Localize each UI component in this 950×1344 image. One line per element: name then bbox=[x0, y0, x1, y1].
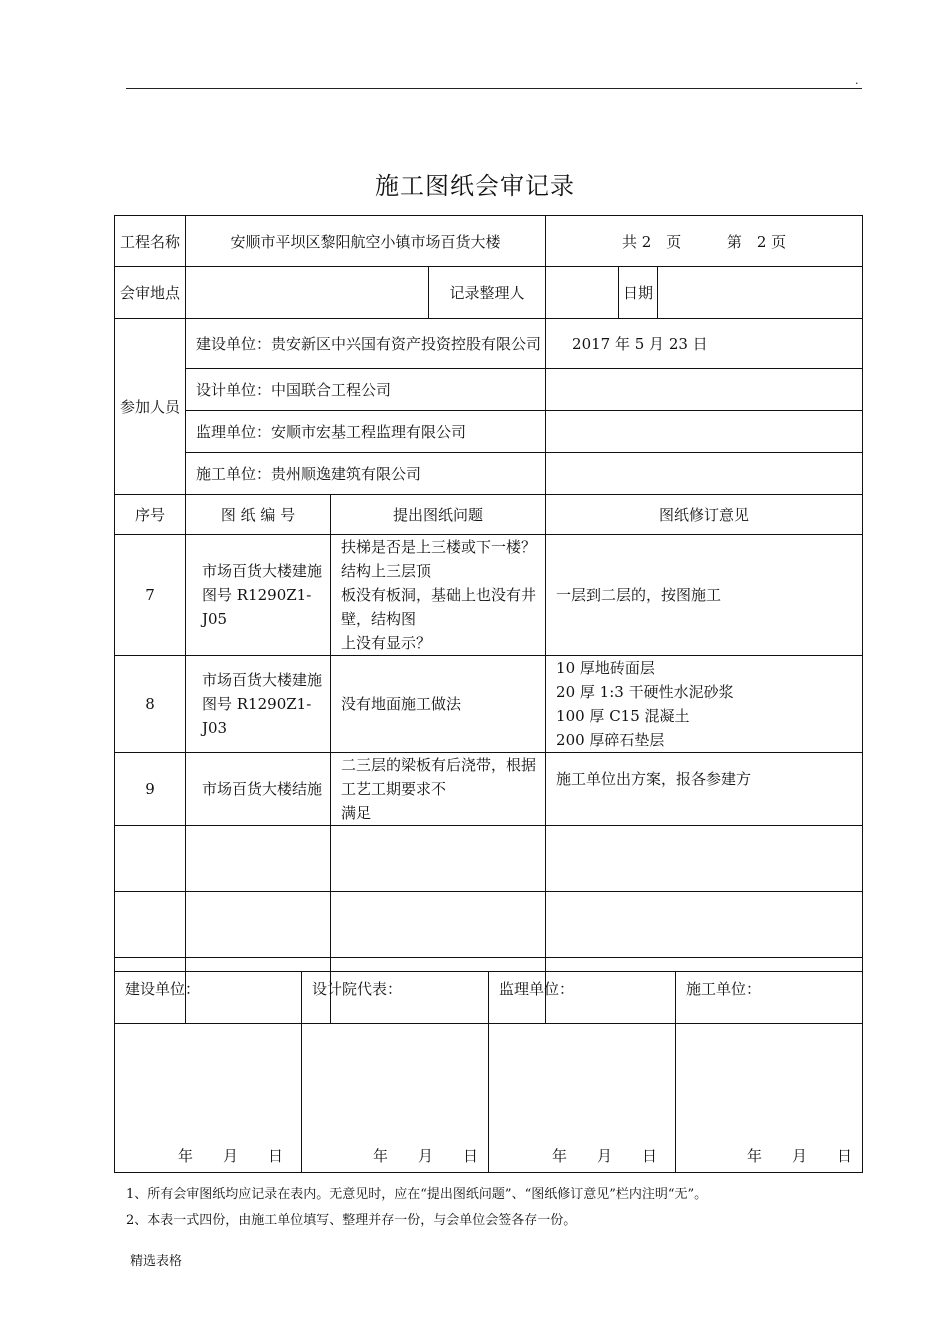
drawing-line: 图号 R1290Z1-J05 bbox=[202, 586, 312, 628]
recorder-value[interactable] bbox=[546, 267, 619, 319]
note-line: 1、所有会审图纸均应记录在表内。无意见时，应在“提出图纸问题”、“图纸修订意见”栏内注明“无”。 bbox=[126, 1187, 708, 1202]
row-drawing bbox=[186, 535, 331, 656]
document-title: 施工图纸会审记录 bbox=[375, 172, 575, 200]
row-seq: 7 bbox=[115, 535, 186, 656]
revision-line: 20 厚 1:3 干硬性水泥砂浆 bbox=[556, 683, 734, 701]
signature-contractor[interactable] bbox=[676, 972, 863, 1173]
participant-owner: 建设单位：贵安新区中兴国有资产投资控股有限公司 bbox=[186, 319, 546, 369]
table-row bbox=[115, 656, 863, 753]
location-value[interactable] bbox=[186, 267, 429, 319]
note-line: 2、本表一式四份，由施工单位填写、整理并存一份，与会单位会签各存一份。 bbox=[126, 1213, 577, 1228]
signature-supervisor[interactable] bbox=[489, 972, 676, 1173]
revision-line: 一层到二层的，按图施工 bbox=[556, 586, 722, 604]
row-revision bbox=[546, 753, 863, 826]
participant-contractor: 施工单位：贵州顺逸建筑有限公司 bbox=[186, 453, 546, 495]
row-issue bbox=[331, 535, 546, 656]
row-revision bbox=[546, 656, 863, 753]
drawing-line: 市场百货大楼建施 bbox=[202, 562, 323, 580]
revision-line: 施工单位出方案，报各参建方 bbox=[556, 770, 752, 788]
header-mark: . bbox=[855, 74, 859, 87]
issue-line: 上没有显示？ bbox=[341, 634, 432, 652]
date-value[interactable] bbox=[658, 267, 863, 319]
column-revision: 图纸修订意见 bbox=[546, 495, 863, 535]
row-drawing bbox=[186, 656, 331, 753]
row-drawing bbox=[186, 753, 331, 826]
participant-supervisor: 监理单位：安顺市宏基工程监理有限公司 bbox=[186, 411, 546, 453]
column-drawing: 图 纸 编 号 bbox=[186, 495, 331, 535]
location-label: 会审地点 bbox=[115, 267, 186, 319]
header-rule bbox=[126, 88, 862, 89]
row-issue bbox=[331, 656, 546, 753]
signature-table bbox=[114, 971, 863, 1173]
issue-line: 满足 bbox=[341, 804, 372, 822]
signature-label: 建设单位： bbox=[125, 980, 201, 998]
participant-contractor-side bbox=[546, 453, 863, 495]
signature-date: 年 月 日 bbox=[372, 1147, 478, 1165]
project-name: 安顺市平坝区黎阳航空小镇市场百货大楼 bbox=[186, 216, 546, 267]
revision-line: 10 厚地砖面层 bbox=[556, 659, 655, 677]
row-revision bbox=[546, 535, 863, 656]
drawing-line: 图号 R1290Z1-J03 bbox=[202, 695, 312, 737]
notes bbox=[126, 1182, 707, 1234]
page-count-cell bbox=[546, 216, 863, 267]
signature-date: 年 月 日 bbox=[746, 1147, 852, 1165]
project-label: 工程名称 bbox=[115, 216, 186, 267]
participant-date: 2017 年 5 月 23 日 bbox=[546, 319, 863, 369]
signature-label: 监理单位： bbox=[499, 980, 575, 998]
drawing-line: 市场百货大楼建施 bbox=[202, 671, 323, 689]
row-issue bbox=[331, 753, 546, 826]
signature-designer[interactable] bbox=[302, 972, 489, 1173]
recorder-cell bbox=[429, 267, 546, 319]
table-row-empty bbox=[115, 892, 863, 958]
issue-line: 没有地面施工做法 bbox=[341, 695, 462, 713]
revision-line: 100 厚 C15 混凝土 bbox=[556, 707, 690, 725]
column-seq: 序号 bbox=[115, 495, 186, 535]
pages-total: 共 2 页 bbox=[621, 232, 682, 251]
row-seq: 9 bbox=[115, 753, 186, 826]
participant-designer: 设计单位：中国联合工程公司 bbox=[186, 369, 546, 411]
participant-designer-side bbox=[546, 369, 863, 411]
signature-label: 设计院代表： bbox=[312, 980, 403, 998]
row-seq: 8 bbox=[115, 656, 186, 753]
signature-date: 年 月 日 bbox=[177, 1147, 283, 1165]
table-row bbox=[115, 753, 863, 826]
signature-label: 施工单位： bbox=[686, 980, 762, 998]
table-row-empty bbox=[115, 826, 863, 892]
issue-line: 二三层的梁板有后浇带，根据工艺工期要求不 bbox=[341, 756, 537, 798]
table-row bbox=[115, 535, 863, 656]
issue-line: 扶梯是否是上三楼或下一楼？结构上三层顶 bbox=[341, 538, 537, 580]
column-issue: 提出图纸问题 bbox=[331, 495, 546, 535]
recorder-label: 记录整理人 bbox=[449, 284, 525, 302]
page-current: 第 2 页 bbox=[726, 232, 787, 251]
footer-text: 精选表格 bbox=[130, 1254, 183, 1269]
participant-supervisor-side bbox=[546, 411, 863, 453]
signature-date: 年 月 日 bbox=[551, 1147, 657, 1165]
date-label: 日期 bbox=[619, 267, 658, 319]
drawing-line: 市场百货大楼结施 bbox=[202, 780, 323, 798]
issue-line: 板没有板洞，基础上也没有井壁，结构图 bbox=[341, 586, 537, 628]
participants-label: 参加人员 bbox=[115, 319, 186, 495]
revision-line: 200 厚碎石垫层 bbox=[556, 731, 665, 749]
review-record-table bbox=[114, 215, 863, 1024]
signature-owner[interactable] bbox=[115, 972, 302, 1173]
